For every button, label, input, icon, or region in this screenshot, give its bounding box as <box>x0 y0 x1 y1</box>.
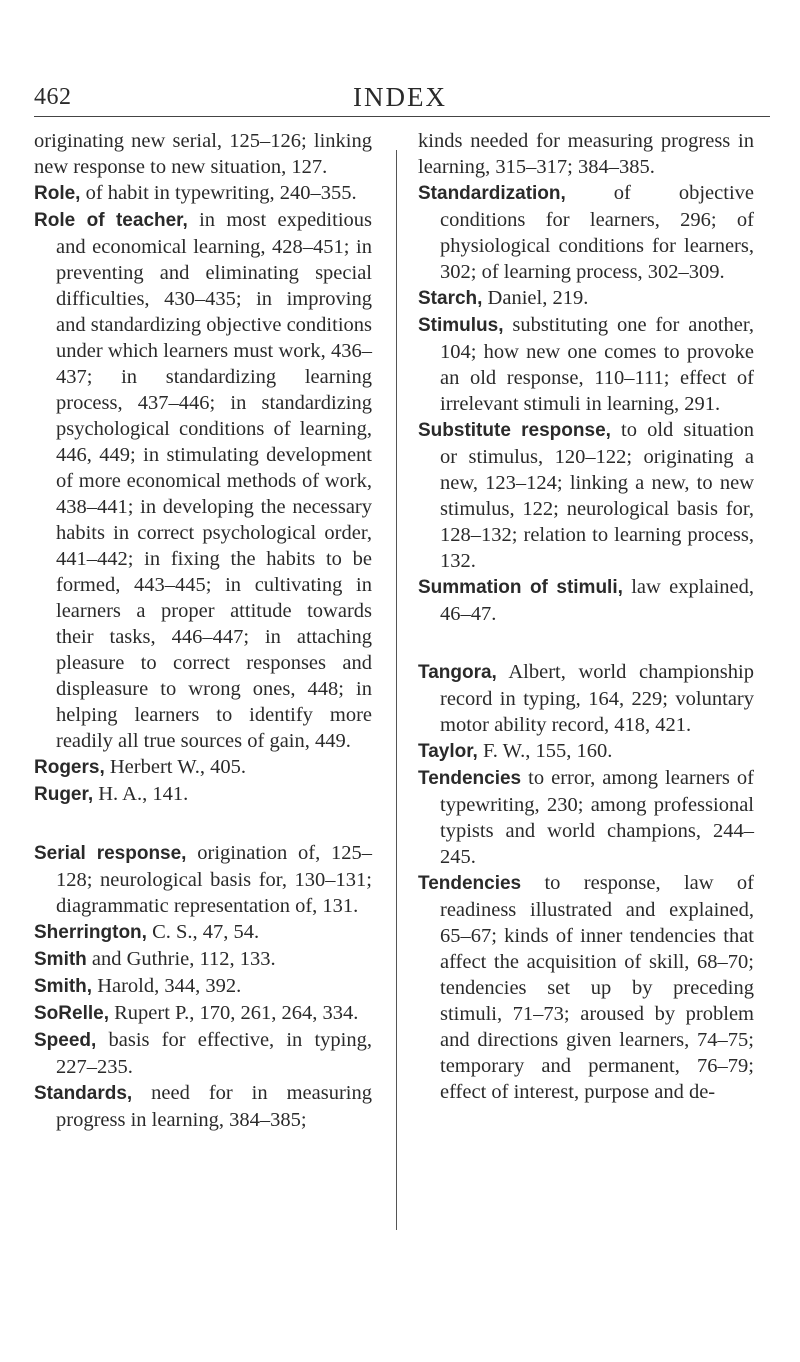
index-entry <box>418 417 754 574</box>
section-gap <box>34 808 372 840</box>
index-text: of objective conditions for learners, 296; of physiological conditions for learners, 302; of learning process, 302–309. <box>440 182 754 283</box>
index-entry <box>34 207 372 754</box>
index-text: F. W., 155, 160. <box>477 740 613 762</box>
index-entry <box>418 738 754 765</box>
index-text: origination of, 125–128; neurological basis for, 130–131; diagrammatic representation of, 131. <box>56 842 372 917</box>
index-term: Tendencies <box>418 873 522 894</box>
index-term: Serial response, <box>34 843 187 864</box>
index-term: Sherrington, <box>34 922 147 943</box>
index-text: to error, among learners of typewriting, 230; among professional typists and world champions, 244–245. <box>440 767 754 868</box>
index-text: law explained, 46–47. <box>440 576 754 625</box>
index-entry <box>418 574 754 627</box>
index-entry <box>418 659 754 738</box>
index-term: Starch, <box>418 288 483 309</box>
index-entry <box>34 1027 372 1080</box>
index-term: Tangora, <box>418 662 497 683</box>
index-entry <box>418 312 754 417</box>
index-term: SoRelle, <box>34 1003 109 1024</box>
index-text: H. A., 141. <box>93 783 189 805</box>
index-entry <box>418 128 754 180</box>
index-term: Role, <box>34 183 81 204</box>
index-entry <box>418 765 754 870</box>
index-term: Role of teacher, <box>34 210 188 231</box>
index-text: of habit in typewriting, 240–355. <box>80 182 357 204</box>
running-head: INDEX <box>353 82 447 112</box>
index-column-right <box>418 128 754 1105</box>
index-term: Taylor, <box>418 741 478 762</box>
index-term: Substitute response, <box>418 420 611 441</box>
index-text: Herbert W., 405. <box>104 756 246 778</box>
header-rule <box>34 116 770 117</box>
index-entry <box>418 870 754 1105</box>
index-entry <box>34 946 372 973</box>
index-term: Smith <box>34 949 87 970</box>
page-number: 462 <box>34 84 72 110</box>
index-entry <box>34 1080 372 1133</box>
index-term: Standards, <box>34 1083 133 1104</box>
index-entry <box>34 919 372 946</box>
index-entry <box>34 973 372 1000</box>
index-term: Smith, <box>34 976 93 997</box>
index-text: substituting one for another, 104; how new one comes to provoke an old response, 110–111; effect of irrelevant stimuli in learning, 291. <box>440 314 754 415</box>
index-entry <box>418 285 754 312</box>
index-text: and Guthrie, 112, 133. <box>86 948 276 970</box>
index-term: Summation of stimuli, <box>418 577 623 598</box>
index-entry <box>34 840 372 919</box>
index-text: Albert, world championship record in typing, 164, 229; voluntary motor ability record, 418, 421. <box>440 661 754 736</box>
index-entry <box>34 128 372 180</box>
section-gap <box>418 627 754 659</box>
index-entry <box>418 180 754 285</box>
index-text: originating new serial, 125–126; linking new response to new situation, 127. <box>34 130 372 178</box>
index-text: to old situation or stimulus, 120–122; originating a new, 123–124; linking a new, to new stimulus, 122; neurological basis for, 128–132; relation to learning process, 132. <box>440 419 755 572</box>
index-term: Tendencies <box>418 768 522 789</box>
column-divider <box>396 150 397 1230</box>
index-entry <box>34 781 372 808</box>
index-term: Stimulus, <box>418 315 504 336</box>
index-text: need for in measuring progress in learning, 384–385; <box>56 1082 372 1131</box>
page-header <box>0 0 800 118</box>
index-text: C. S., 47, 54. <box>146 921 260 943</box>
index-text: Rupert P., 170, 261, 264, 334. <box>108 1002 359 1024</box>
index-term: Ruger, <box>34 784 94 805</box>
index-text: kinds needed for measuring progress in learning, 315–317; 384–385. <box>418 130 754 178</box>
index-text: Harold, 344, 392. <box>92 975 242 997</box>
index-entry <box>34 180 372 207</box>
index-term: Rogers, <box>34 757 105 778</box>
index-column-left <box>34 128 372 1133</box>
index-entry <box>34 1000 372 1027</box>
index-text: basis for effective, in typing, 227–235. <box>56 1029 372 1078</box>
index-text: to response, law of readiness illustrated and explained, 65–67; kinds of inner tendencies that affect the acquisition of skill, 68–70; tendencies set up by preceding stimuli, 71–73; aroused by problem and directions given learners, 74–75; temporary and permanent, 76–79; effect of interest, purpose and de- <box>440 872 754 1103</box>
index-term: Standardization, <box>418 183 566 204</box>
index-text: Daniel, 219. <box>482 287 589 309</box>
index-term: Speed, <box>34 1030 97 1051</box>
index-entry <box>34 754 372 781</box>
index-text: in most expeditious and economical learning, 428–451; in preventing and eliminating special difficulties, 430–435; in improving and standardizing objective conditions under which learners must work, 436–437; in standardizing learning process, 437–446; in standardizing psychological conditions of learning, 446, 449; in stimulating development of more economical methods of work, 438–441; in developing the necessary habits in correct psychological order, 441–442; in fixing the habits to be formed, 443–445; in cultivating in learners a proper attitude towards their tasks, 446–447; in attaching pleasure to correct responses and displeasure to wrong ones, 448; in helping learners to identify more readily all true sources of gain, 449. <box>56 209 372 752</box>
